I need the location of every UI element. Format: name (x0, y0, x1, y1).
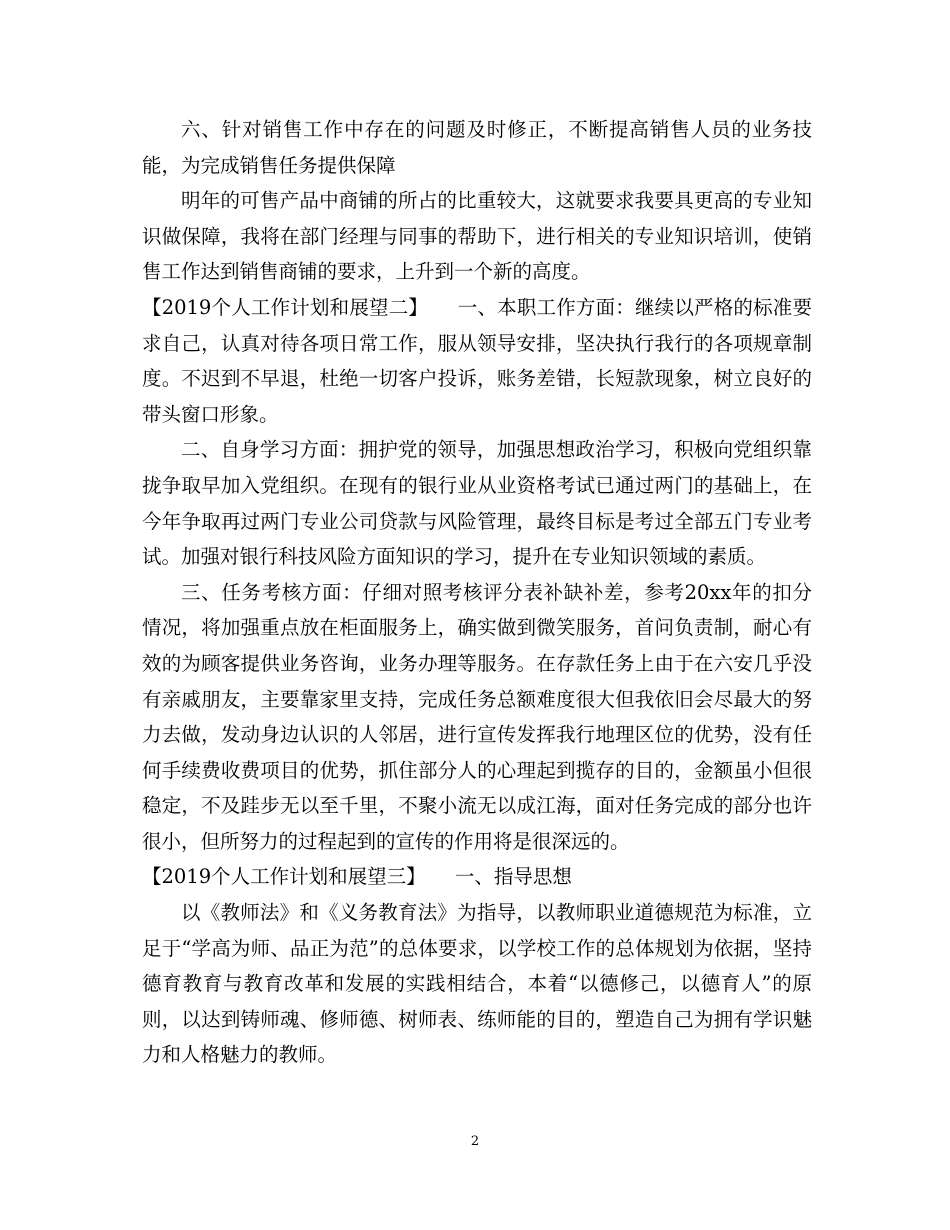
paragraph-sales-correction: 六、针对销售工作中存在的问题及时修正，不断提高销售人员的业务技能，为完成销售任务提供保障 (142, 118, 812, 177)
paragraph-self-study: 二、自身学习方面：拥护党的领导，加强思想政治学习，积极向党组织靠拢争取早加入党组织。在现有的银行业从业资格考试已通过两门的基础上，在今年争取再过两门专业公司贷款与风险管理，最终目标是考过全部五门专业考试。加强对银行科技风险方面知识的学习，提升在专业知识领域的素质。 (142, 438, 812, 569)
paragraph-plan-three-heading: 【2019个人工作计划和展望三】 一、指导思想 (142, 865, 572, 889)
paragraph-task-assessment: 三、任务考核方面：仔细对照考核评分表补缺补差，参考20xx年的扣分情况，将加强重点放在柜面服务上，确实做到微笑服务，首问负责制，耐心有效的为顾客提供业务咨询，业务办理等服务。在存款任务上由于在六安几乎没有亲戚朋友，主要靠家里支持，完成任务总额难度很大但我依旧会尽最大的努力去做，发动身边认识的人邻居，进行宣传发挥我行地理区位的优势，没有任何手续费收费项目的优势，抓住部分人的心理起到揽存的目的，金额虽小但很稳定，不及跬步无以至千里，不聚小流无以成江海，面对任务完成的部分也许很小，但所努力的过程起到的宣传的作用将是很深远的。 (142, 580, 812, 853)
paragraph-shop-training: 明年的可售产品中商铺的所占的比重较大，这就要求我要具更高的专业知识做保障，我将在部门经理与同事的帮助下，进行相关的专业知识培训，使销售工作达到销售商铺的要求，上升到一个新的高度。 (142, 189, 812, 284)
paragraph-plan-two-duties: 【2019个人工作计划和展望二】 一、本职工作方面：继续以严格的标准要求自己，认真对待各项日常工作，服从领导安排，坚决执行我行的各项规章制度。不迟到不早退，杜绝一切客户投诉，账务差错，长短款现象，树立良好的带头窗口形象。 (142, 295, 812, 426)
page-number: 2 (470, 1134, 480, 1149)
paragraph-guiding-ideology: 以《教师法》和《义务教育法》为指导，以教师职业道德规范为标准，立足于“学高为师、品正为范”的总体要求，以学校工作的总体规划为依据，坚持德育教育与教育改革和发展的实践相结合，本着“以德修己，以德育人”的原则，以达到铸师魂、修师德、树师表、练师能的目的，塑造自己为拥有学识魅力和人格魅力的教师。 (142, 901, 812, 1067)
document-body (142, 112, 812, 1073)
